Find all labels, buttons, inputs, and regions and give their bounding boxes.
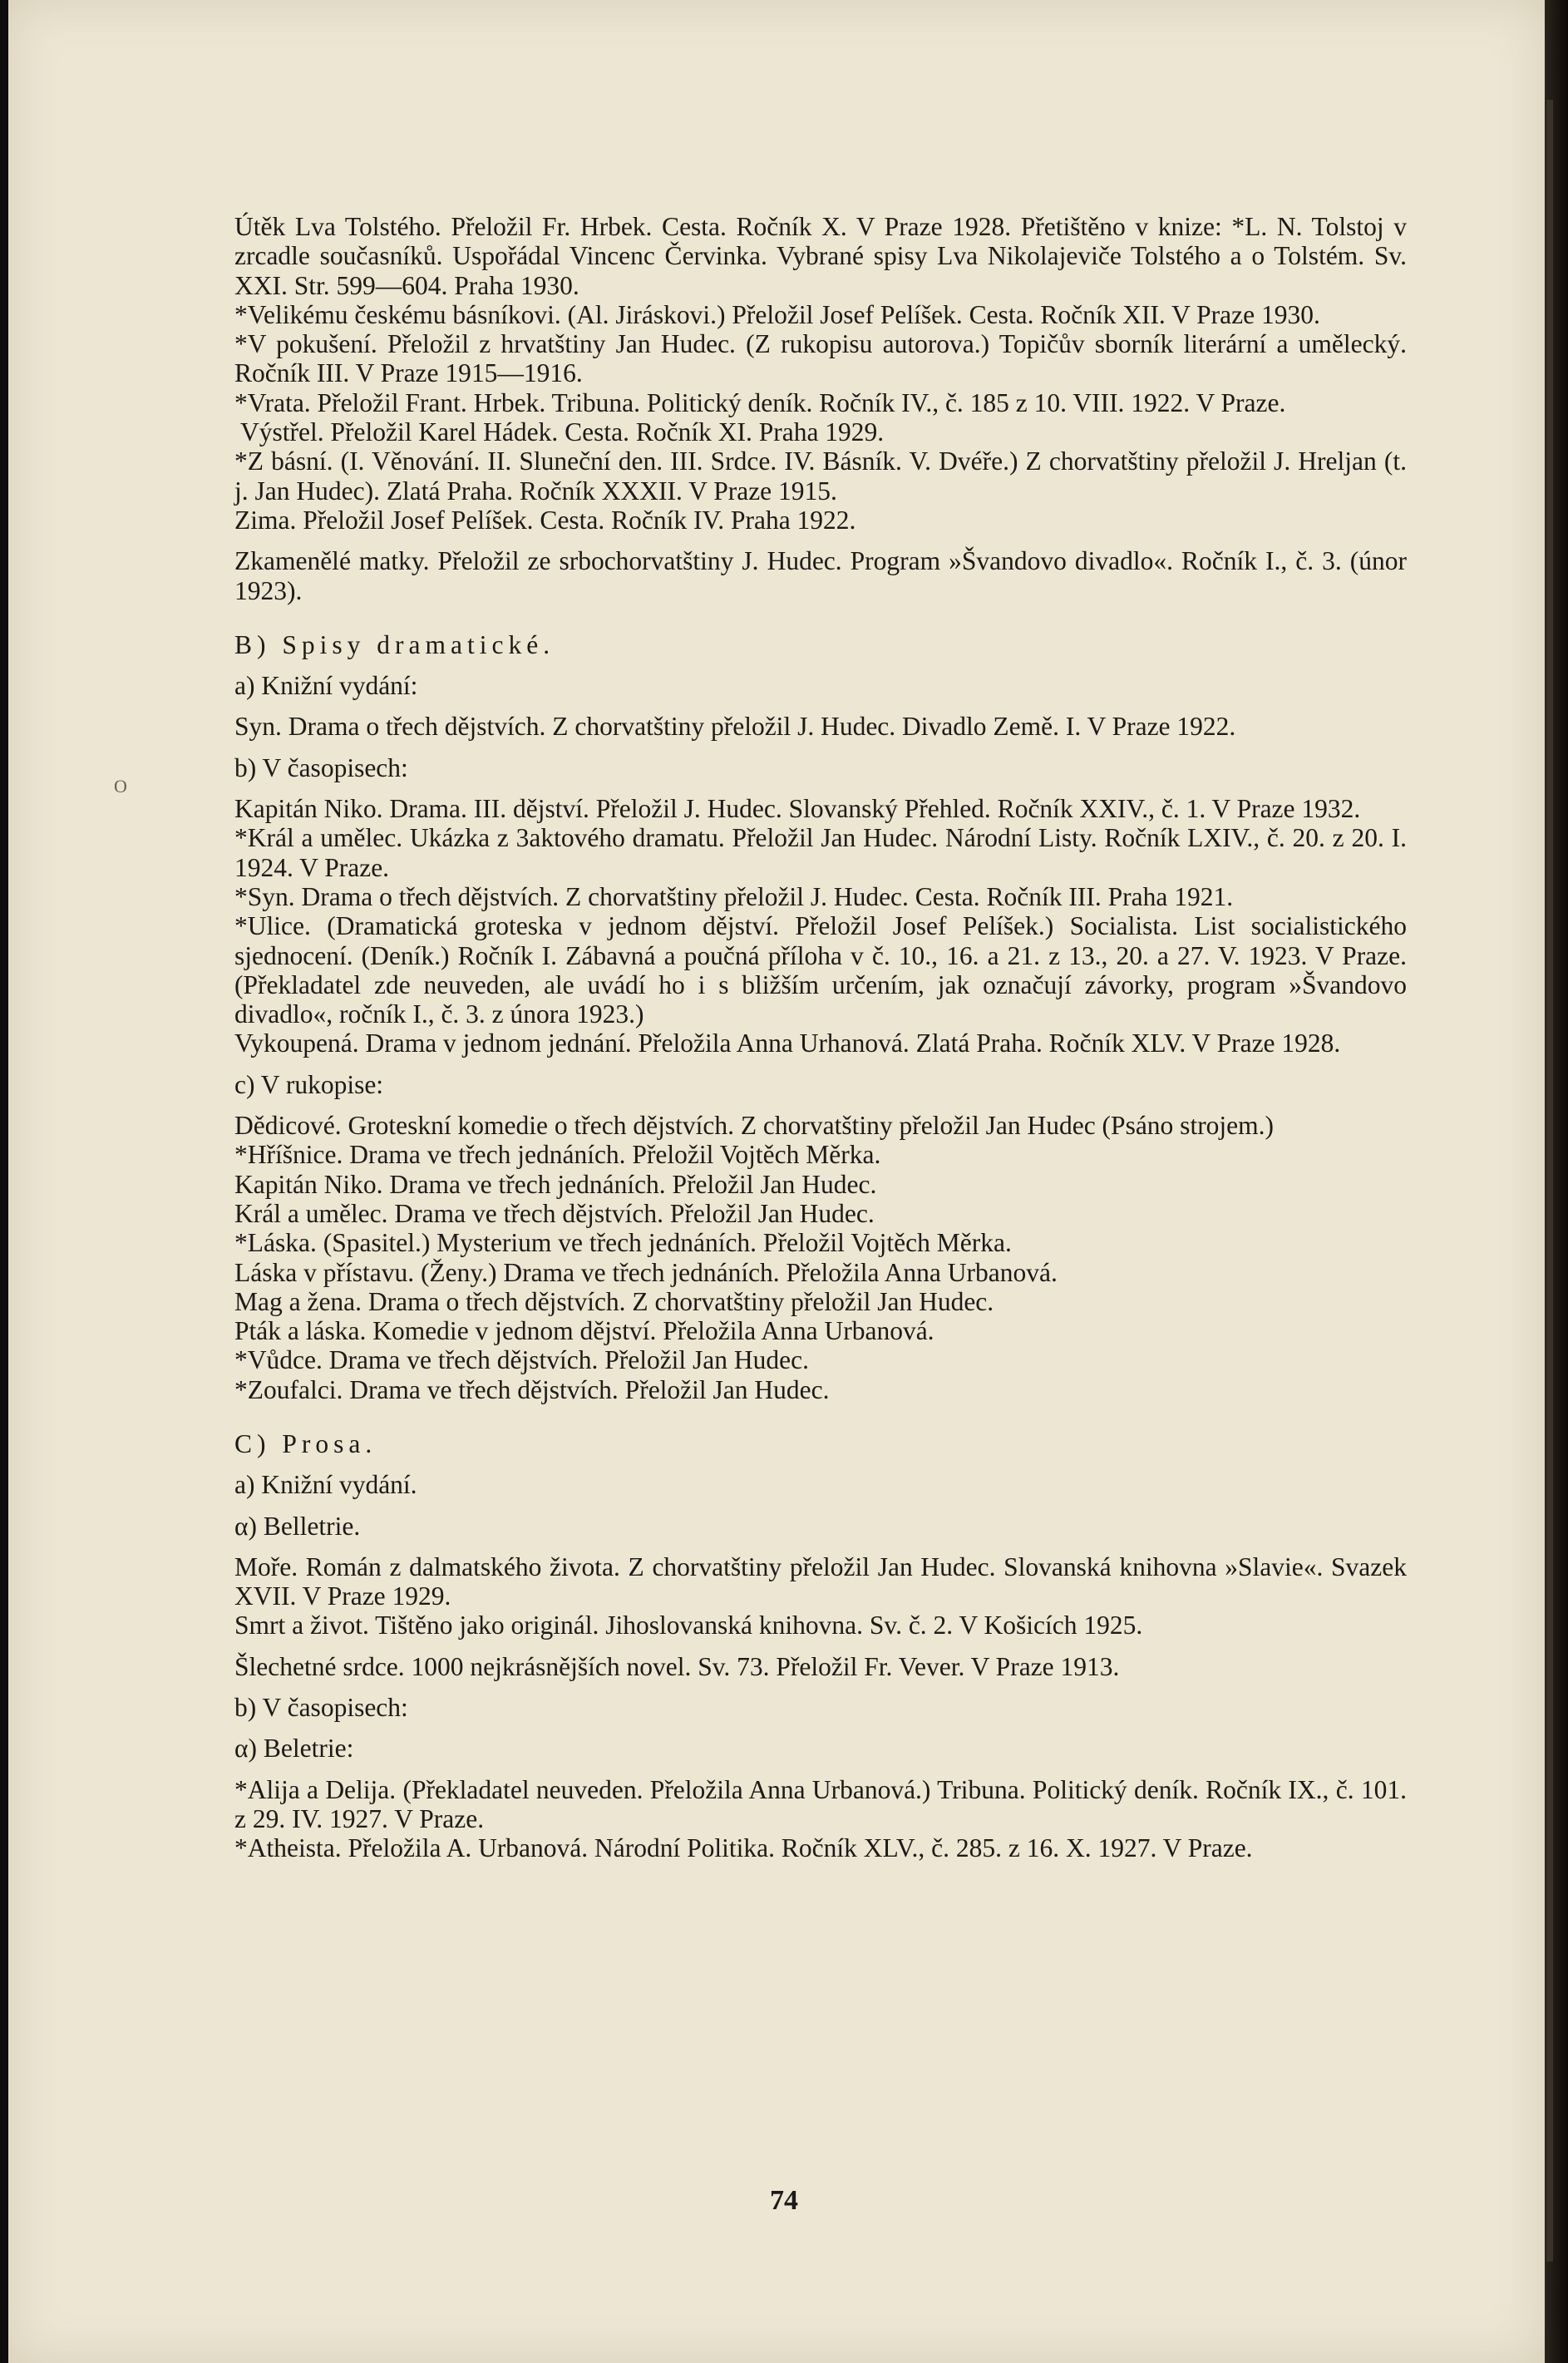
entry: Kapitán Niko. Drama. III. dějství. Přeložil J. Hudec. Slovanský Přehled. Ročník XXIV., č. 1. V Praze 1932. — [234, 794, 1361, 824]
subsection-label: b) V časopisech: — [234, 752, 408, 782]
entry: Vykoupená. Drama v jednom jednání. Přeložila Anna Urhanová. Zlatá Praha. Ročník XLV. V Praze 1928. — [234, 1029, 1341, 1058]
section-heading: B) Spisy dramatické. — [234, 629, 555, 659]
entry: *Hříšnice. Drama ve třech jednáních. Přeložil Vojtěch Měrka. — [234, 1140, 881, 1170]
entry: *Vrata. Přeložil Frant. Hrbek. Tribuna. Politický deník. Ročník IV., č. 185 z 10. VIII. 1922. V Praze. — [234, 387, 1286, 417]
entry: Zima. Přeložil Josef Pelíšek. Cesta. Ročník IV. Praha 1922. — [234, 505, 856, 535]
page-number: 74 — [770, 2185, 798, 2216]
subsection-label: b) V časopisech: — [234, 1693, 408, 1723]
entry: *V pokušení. Přeložil z hrvatštiny Jan Hudec. (Z rukopisu autorova.) Topičův sborník literární a umělecký. Ročník III. V Praze 1915—1916. — [234, 329, 1407, 388]
entry: Moře. Román z dalmatského života. Z chorvatštiny přeložil Jan Hudec. Slovanská knihovna »Slavie«. Svazek XVII. V Praze 1929. — [234, 1551, 1407, 1611]
entry: *Ulice. (Dramatická groteska v jednom dějství. Přeložil Josef Pelíšek.) Socialista. List socialistického sjednocení. (Deník.) Ročník I. Zábavná a poučná příloha v č. 10., 16. a 21. z 13., 20. a 27. V. 1923. V Praze. (Překladatel zde neuveden, ale uvádí ho i s bližším určením, jak označují závorky, program »Švandovo divadlo«, ročník I., č. 3. z února 1923.) — [234, 911, 1407, 1029]
page-text — [234, 212, 1407, 1863]
section-heading: C) Prosa. — [234, 1428, 377, 1458]
subsection-label: a) Knižní vydání. — [234, 1470, 417, 1500]
subsection-label: a) Knižní vydání: — [234, 671, 418, 701]
entry: *Atheista. Přeložila A. Urbanová. Národní Politika. Ročník XLV., č. 285. z 16. X. 1927. V Praze. — [234, 1833, 1253, 1863]
subsection-label: α) Belletrie. — [234, 1511, 361, 1541]
margin-mark: O — [114, 776, 127, 797]
entry: Mag a žena. Drama o třech dějstvích. Z chorvatštiny přeložil Jan Hudec. — [234, 1286, 994, 1316]
entry: *Syn. Drama o třech dějstvích. Z chorvatštiny přeložil J. Hudec. Cesta. Ročník III. Praha 1921. — [234, 881, 1234, 911]
entry: *Vůdce. Drama ve třech dějstvích. Přeložil Jan Hudec. — [234, 1345, 810, 1375]
entry: Šlechetné srdce. 1000 nejkrásnějších novel. Sv. 73. Přeložil Fr. Vever. V Praze 1913. — [234, 1651, 1120, 1681]
entry: Král a umělec. Drama ve třech dějstvích. Přeložil Jan Hudec. — [234, 1198, 875, 1228]
entry: Kapitán Niko. Drama ve třech jednáních. Přeložil Jan Hudec. — [234, 1169, 877, 1199]
entry: Dědicové. Groteskní komedie o třech dějstvích. Z chorvatštiny přeložil Jan Hudec (Psáno strojem.) — [234, 1111, 1275, 1141]
entry: *Alija a Delija. (Překladatel neuveden. Přeložila Anna Urbanová.) Tribuna. Politický deník. Ročník IX., č. 101. z 29. IV. 1927. V Praze. — [234, 1774, 1407, 1833]
entry: Pták a láska. Komedie v jednom dějství. Přeložila Anna Urbanová. — [234, 1316, 934, 1346]
subsection-label: α) Beletrie: — [234, 1734, 354, 1764]
entry: Výstřel. Přeložil Karel Hádek. Cesta. Ročník XI. Praha 1929. — [240, 417, 885, 447]
entry: Útěk Lva Tolstého. Přeložil Fr. Hrbek. Cesta. Ročník X. V Praze 1928. Přetištěno v knize: *L. N. Tolstoj v zrcadle současníků. Uspořádal Vincenc Červinka. Vybrané spisy Lva Nikolajeviče Tolstého a o Tolstém. Sv. XXI. Str. 599—604. Praha 1930. — [234, 212, 1407, 300]
entry: Láska v přístavu. (Ženy.) Drama ve třech jednáních. Přeložila Anna Urbanová. — [234, 1257, 1058, 1287]
entry: Smrt a život. Tištěno jako originál. Jihoslovanská knihovna. Sv. č. 2. V Košicích 1925. — [234, 1611, 1143, 1640]
page-edge — [1545, 0, 1568, 2363]
entry: *Zoufalci. Drama ve třech dějstvích. Přeložil Jan Hudec. — [234, 1374, 830, 1404]
binding-strip — [1546, 100, 1553, 2262]
entry: *Láska. (Spasitel.) Mysterium ve třech jednáních. Přeložil Vojtěch Měrka. — [234, 1228, 1012, 1258]
entry: *Z básní. (I. Věnování. II. Sluneční den. III. Srdce. IV. Básník. V. Dvéře.) Z chorvatštiny přeložil J. Hreljan (t. j. Jan Hudec). Zlatá Praha. Ročník XXXII. V Praze 1915. — [234, 446, 1407, 506]
subsection-label: c) V rukopise: — [234, 1069, 384, 1099]
entry: *Král a umělec. Ukázka z 3aktového dramatu. Přeložil Jan Hudec. Národní Listy. Ročník LXIV., č. 20. z 20. I. 1924. V Praze. — [234, 823, 1407, 882]
entry: *Velikému českému básníkovi. (Al. Jiráskovi.) Přeložil Josef Pelíšek. Cesta. Ročník XII. V Praze 1930. — [234, 299, 1320, 329]
entry: Syn. Drama o třech dějstvích. Z chorvatštiny přeložil J. Hudec. Divadlo Země. I. V Praze 1922. — [234, 712, 1236, 742]
entry: Zkamenělé matky. Přeložil ze srbochorvatštiny J. Hudec. Program »Švandovo divadlo«. Ročník I., č. 3. (únor 1923). — [234, 546, 1407, 605]
